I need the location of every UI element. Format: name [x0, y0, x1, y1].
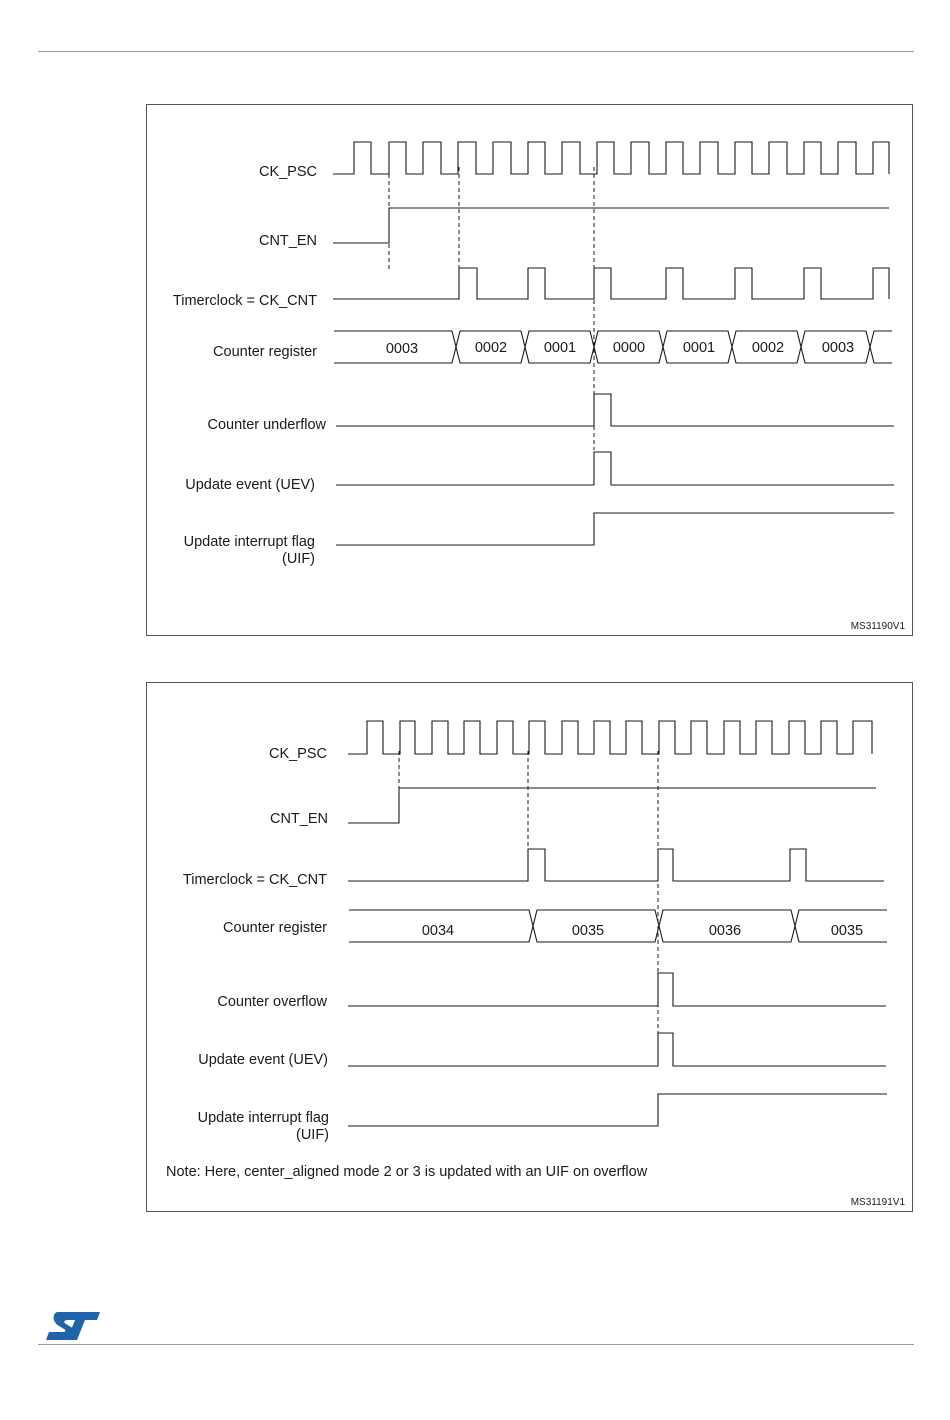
- timerclock-waveform: [333, 268, 889, 299]
- figure-note: Note: Here, center_aligned mode 2 or 3 is updated with an UIF on overflow: [166, 1164, 648, 1180]
- register-value-4: 0001: [682, 340, 716, 356]
- counter-overflow-waveform: [348, 973, 886, 1006]
- timing-diagram-overflow: [146, 682, 913, 1212]
- figure-id: MS31191V1: [850, 1197, 905, 1208]
- st-logo-icon: [44, 1308, 102, 1342]
- label-counter-register: Counter register: [223, 920, 327, 936]
- register-value-5: 0002: [751, 340, 785, 356]
- label-counter-overflow: Counter overflow: [217, 994, 327, 1010]
- uif-waveform: [336, 513, 894, 545]
- label-update-event: Update event (UEV): [185, 477, 315, 493]
- label-counter-register: Counter register: [213, 344, 317, 360]
- label-update-event: Update event (UEV): [198, 1052, 328, 1068]
- label-timerclock: Timerclock = CK_CNT: [172, 293, 317, 309]
- register-value-1: 0035: [571, 923, 605, 939]
- update-event-waveform: [348, 1033, 886, 1066]
- label-cnt-en: CNT_EN: [258, 233, 317, 249]
- cnt-en-waveform: [348, 788, 876, 823]
- figure-id: MS31190V1: [850, 621, 905, 632]
- register-value-1: 0002: [474, 340, 508, 356]
- timing-svg-underflow: [147, 105, 912, 635]
- label-uif-line2: (UIF): [281, 551, 315, 567]
- register-value-6: 0003: [821, 340, 855, 356]
- ck-psc-waveform: [333, 142, 889, 174]
- footer-rule: [38, 1344, 914, 1345]
- uif-waveform: [348, 1094, 887, 1126]
- timing-diagram-underflow: [146, 104, 913, 636]
- label-ck-psc: CK_PSC: [268, 746, 327, 762]
- label-timerclock: Timerclock = CK_CNT: [182, 872, 327, 888]
- ck-psc-waveform: [348, 721, 872, 754]
- timerclock-waveform: [348, 849, 884, 881]
- label-counter-underflow: Counter underflow: [207, 417, 326, 433]
- update-event-waveform: [336, 452, 894, 485]
- register-value-3: 0000: [612, 340, 646, 356]
- register-value-2: 0001: [543, 340, 577, 356]
- label-uif-line1: Update interrupt flag: [183, 534, 315, 550]
- label-cnt-en: CNT_EN: [269, 811, 328, 827]
- header-rule: [38, 51, 914, 52]
- register-value-3: 0035: [830, 923, 864, 939]
- label-uif-line1: Update interrupt flag: [197, 1110, 329, 1126]
- label-ck-psc: CK_PSC: [258, 164, 317, 180]
- register-value-2: 0036: [708, 923, 742, 939]
- register-value-0: 0034: [421, 923, 455, 939]
- label-uif-line2: (UIF): [295, 1127, 329, 1143]
- register-value-0: 0003: [385, 341, 419, 357]
- timing-svg-overflow: [147, 683, 912, 1211]
- cnt-en-waveform: [333, 208, 889, 243]
- counter-underflow-waveform: [336, 394, 894, 426]
